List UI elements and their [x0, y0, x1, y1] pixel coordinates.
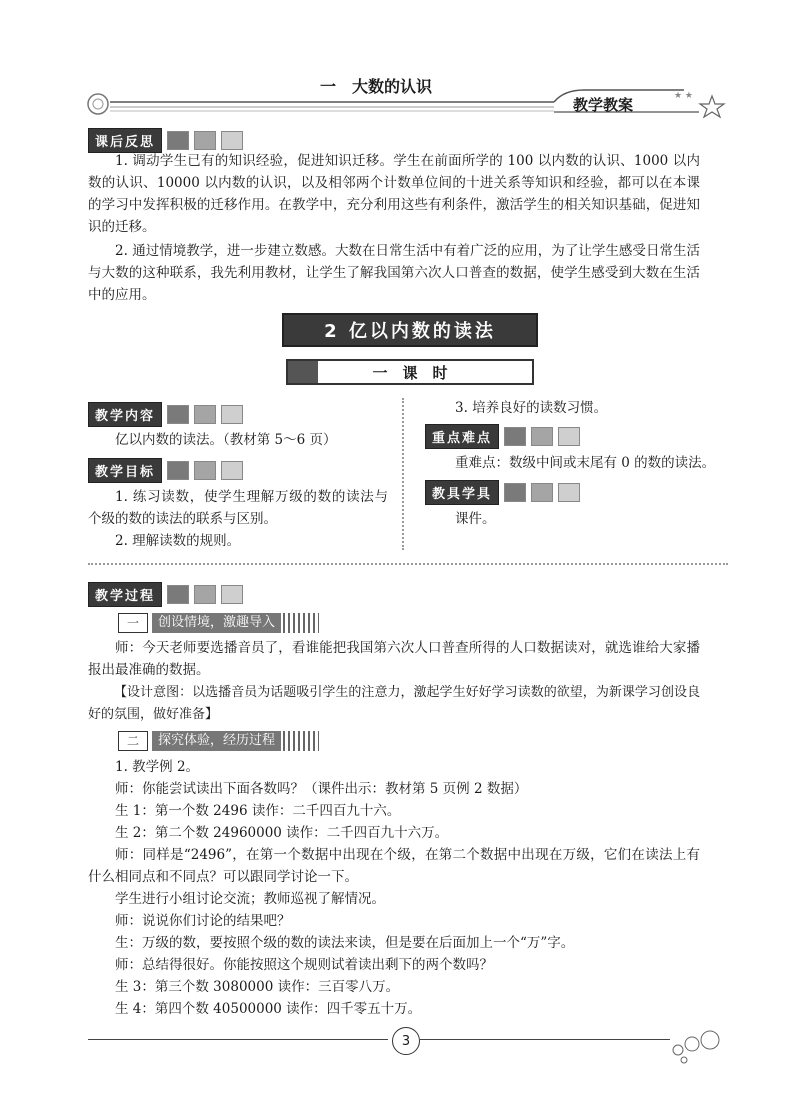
step-1-label: 创设情境，激趣导入: [152, 613, 281, 633]
body-line: 生 4：第四个数 40500000 读作：四千零五十万。: [115, 1001, 422, 1017]
goal-3: 3. 培养良好的读数习惯。: [455, 400, 608, 416]
stripe-deco: [283, 731, 319, 751]
chapter-title: 一 大数的认识: [320, 77, 433, 96]
book-tag: 教学教案: [573, 96, 634, 114]
footer-rule: [88, 1039, 388, 1040]
deco-square: [558, 483, 580, 502]
deco-square: [167, 405, 189, 424]
deco-square: [221, 131, 243, 150]
body-line: 学生进行小组讨论交流；教师巡视了解情况。: [115, 891, 385, 907]
deco-square: [167, 131, 189, 150]
tools-tag-row: [425, 480, 580, 505]
body-line: 生 2：第二个数 24960000 读作：二千四百九十六万。: [115, 825, 449, 841]
bubbles-icon: [668, 1030, 728, 1066]
deco-square: [558, 427, 580, 446]
content-tag: 教学内容: [88, 402, 162, 427]
page-number: 3: [401, 1033, 411, 1049]
body-line: 师：你能尝试读出下面各数吗？（课件出示：教材第 5 页例 2 数据）: [115, 781, 528, 797]
key-tag-row: [425, 424, 580, 449]
section-divider: [88, 563, 728, 565]
design-intent-note: 【设计意图：以选播音员为话题吸引学生的注意力，激起学生好好学习读数的欲望，为新课学习创设良好的氛围，做好准备】: [88, 685, 700, 722]
goal-2: 2. 理解读数的规则。: [115, 533, 241, 549]
body-line: 师：同样是“2496”，在第一个数据中出现在个级，在第二个数据中出现在万级，它们在读法上有什么相同点和不同点？可以跟同学讨论一下。: [88, 847, 700, 885]
deco-square: [504, 483, 526, 502]
step-2-body: [88, 756, 700, 1020]
reflection-tag: 课后反思: [88, 128, 162, 153]
deco-square: [504, 427, 526, 446]
tools-tag: 教具学具: [425, 480, 499, 505]
deco-square: [531, 427, 553, 446]
deco-square: [221, 405, 243, 424]
goal-tag: 教学目标: [88, 458, 162, 483]
body-line: 生：万级的数，要按照个级的数的读法来读，但是要在后面加上一个“万”字。: [115, 935, 575, 951]
body-line: 师：说说你们讨论的结果吧？: [115, 913, 291, 929]
goal-1: 1. 练习读数，使学生理解万级的数的读法与个级的数的读法的联系与区别。: [88, 489, 388, 527]
deco-square: [167, 585, 189, 604]
footer-rule: [420, 1039, 670, 1040]
deco-square: [167, 461, 189, 480]
body-line: 生 1：第一个数 2496 读作：二千四百九十六。: [115, 803, 401, 819]
step-2-bar: [118, 731, 319, 751]
step-2-number: 二: [118, 731, 148, 751]
key-tag: 重点难点: [425, 424, 499, 449]
body-line: 生 3：第三个数 3080000 读作：三百零八万。: [115, 979, 400, 995]
tools-text: 课件。: [455, 511, 496, 527]
period-label: 一 课 时: [372, 363, 448, 382]
step-1-number: 一: [118, 613, 148, 633]
star-icon: [700, 96, 724, 117]
column-divider: [402, 398, 404, 550]
deco-square: [194, 131, 216, 150]
process-tag: 教学过程: [88, 582, 162, 607]
period-banner: [286, 359, 534, 385]
svg-text:★ ★: ★ ★: [674, 91, 693, 101]
deco-square: [531, 483, 553, 502]
key-text: 重难点：数级中间或末尾有 0 的数的读法。: [455, 455, 716, 471]
page-number-badge: [392, 1027, 420, 1055]
body-line: 1. 教学例 2。: [115, 759, 200, 775]
deco-square: [221, 585, 243, 604]
step-2-label: 探究体验，经历过程: [152, 731, 281, 751]
deco-square: [194, 585, 216, 604]
deco-square: [194, 461, 216, 480]
reflection-paragraph-1: 1. 调动学生已有的知识经验，促进知识迁移。学生在前面所学的 100 以内数的认识、1000 以内数的认识、10000 以内数的认识，以及相邻两个计数单位间的十进关系等知识和经验，都可以在本课的学习中发挥积极的迁移作用。在教学中，充分利用这些有利条件，激活学生的相关知识基础，促进知识的迁移。: [88, 153, 700, 235]
lesson-title: 2 亿以内数的读法: [324, 321, 496, 342]
reflection-paragraph-2: 2. 通过情境教学，进一步建立数感。大数在日常生活中有着广泛的应用，为了让学生感受日常生活与大数的这种联系，我先利用教材，让学生了解我国第六次人口普查的数据，使学生感受到大数在生活中的应用。: [88, 243, 700, 303]
lesson-title-banner: [282, 313, 538, 347]
deco-square: [194, 405, 216, 424]
content-tag-row: [88, 402, 243, 427]
goal-tag-row: [88, 458, 243, 483]
step-1-bar: [118, 613, 319, 633]
body-line: 师：总结得很好。你能按照这个规则试着读出剩下的两个数吗？: [115, 957, 493, 973]
step-1-paragraph: 师：今天老师要选播音员了，看谁能把我国第六次人口普查所得的人口数据读对，就选谁给大家播报出最准确的数据。: [88, 640, 700, 678]
content-text: 亿以内数的读法。（教材第 5～6 页）: [115, 432, 337, 448]
header-swirl-icon: [88, 94, 108, 114]
deco-square: [221, 461, 243, 480]
header-rule: [84, 88, 734, 122]
stripe-deco: [283, 613, 319, 633]
process-tag-row: [88, 582, 243, 607]
